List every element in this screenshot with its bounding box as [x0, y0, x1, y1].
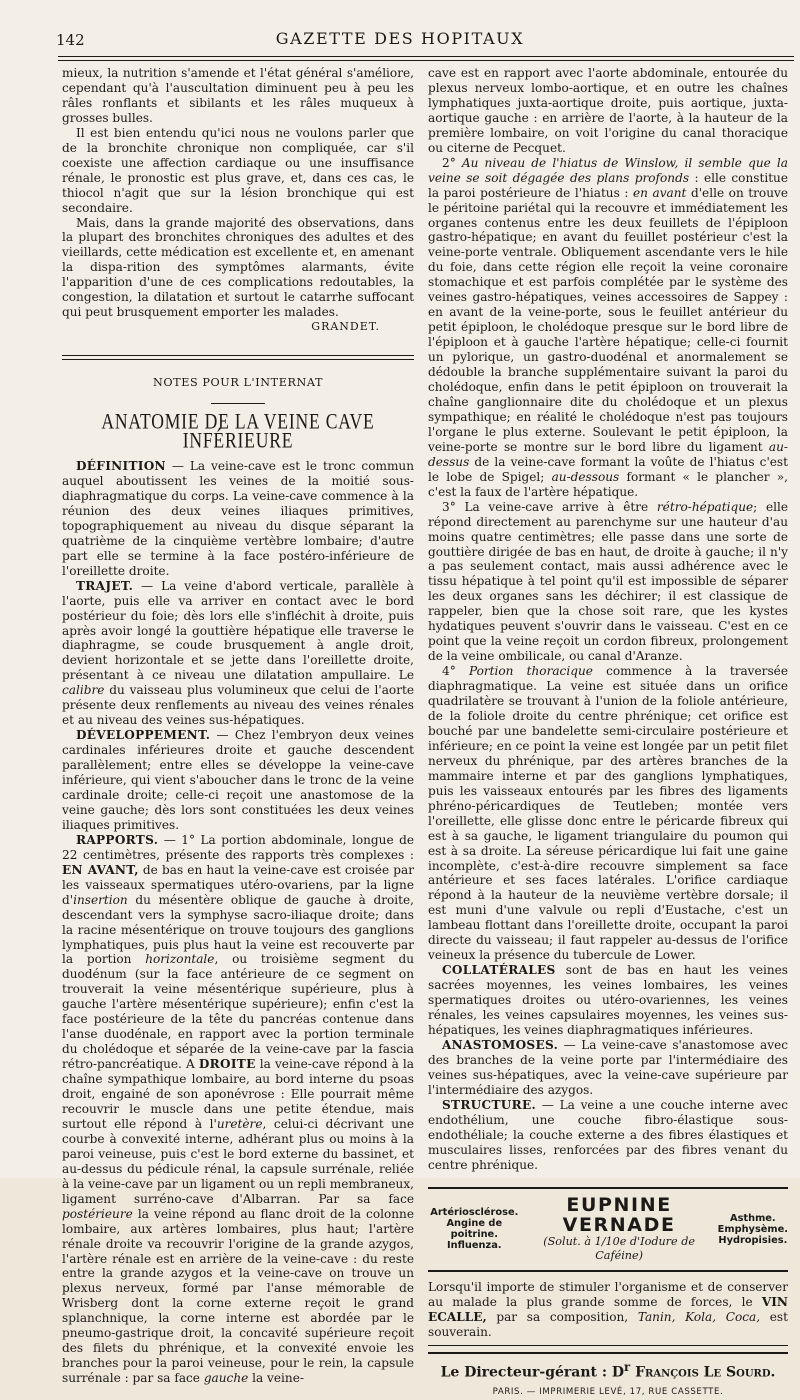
title-rule — [211, 403, 265, 404]
trajet-paragraph: TRAJET. — La veine d'abord verticale, parallèle à l'aorte, puis elle va arriver en contact avec le bord postérieur du foie; dès lors elle s'infléchit à droite, puis après avoir longé la gouttière hépatique elle traverse le diaphragme, se coude brusquement à angle droit, devient horizontale et se jette dans l'oreillette droite, présentant à ce niveau une dilatation ampullaire. Le calibre du vaisseau plus volumineux que celui de l'aorte présente deux renflements au niveau des veines rénales et au niveau des veines sus-hépatiques. — [62, 578, 414, 728]
hiatus-paragraph: 2° Au niveau de l'hiatus de Winslow, il semble que la veine se soit dégagée des plans profonds : elle constitue la paroi postérieure de l'hiatus : en avant d'elle on trouve le péritoine pariétal qui la recouvre et immédiatement les organes contenus entre les deux feuillets de l'épiploon gastro-hépatique; en avant du feuillet postérieur c'est la veine-porte ventrale. Obliquement ascendante vers le hile du foie, dans cette région elle reçoit la veine coronaire stomachique et est parfois complétée par le système des veines gastro-hépatiques, veines accessoires de Sappey : en avant de la veine-porte, sous le feuillet antérieur du petit épiploon, le cholédoque presque sur le bord libre de l'épiploon et à gauche l'artère hépatique; celle-ci fournit un pylorique, un gastro-duodénal et anormalement se dédouble la branche supplémentaire suivant la paroi du cholédoque, enfin dans le petit épiploon on trouverait la chaîne ganglionnaire dite du cholédoque et un plexus sympathique; en réalité le cholédoque n'est pas toujours l'organe le plus externe. Soulevant le petit épiploon, la veine-porte se montre sur le bord libre du ligament au-dessus de la veine-cave formant la voûte de l'hiatus c'est le lobe de Spigel; au-dessous formant « le plancher », c'est la faux de l'artère hépatique. — [428, 155, 788, 499]
ad-brand-block — [521, 1195, 718, 1265]
promo-text: Lorsqu'il importe de stimuler l'organisme et de conserver au malade la plus grande somme de forces, le VIN ECALLE, par sa composition, Tanin, Kola, Coca, est souverain. — [428, 1280, 788, 1340]
structure-label: STRUCTURE. — [442, 1097, 536, 1112]
ad-indications-right: Asthme. Emphysème. Hydropisies. — [717, 1212, 788, 1246]
prev-article-paragraph: mieux, la nutrition s'amende et l'état général s'améliore, cependant qu'à l'auscultation diminuent peu à peu les râles ronflants et sibilants et les râles muqueux à grosses bulles. — [62, 66, 414, 125]
printer-imprint: PARIS. — IMPRIMERIE LEVÉ, 17, RUE CASSETTE. — [492, 1386, 724, 1397]
director-line: Le Directeur-gérant : $D^r$ François Le Sourd. — [440, 1360, 776, 1381]
running-title: GAZETTE DES HOPITAUX — [275, 29, 525, 48]
developpement-paragraph: DÉVELOPPEMENT. — Chez l'embryon deux veines cardinales inférieures droite et gauche descendent parallèlement; entre elles se développe la veine-cave inférieure, qui vient s'aboucher dans le tronc de la veine cardinale droite; celle-ci reçoit une anastomose de la veine gauche; dès lors sont constituées les deux veines iliaques primitives. — [62, 728, 414, 832]
anastomoses-label: ANASTOMOSES. — [442, 1037, 559, 1052]
ad-formula: (Solut. à 1/10e d'Iodure de Caféine) — [543, 1234, 695, 1263]
promo-brand: VIN ECALLE, — [428, 1295, 788, 1325]
ad-brand-name: EUPNINE VERNADE — [562, 1193, 676, 1236]
author-signature: GRANDET. — [311, 320, 380, 334]
right-column — [428, 66, 788, 1400]
page-number: 142 — [56, 31, 85, 49]
developpement-label: DÉVELOPPEMENT. — [76, 728, 211, 743]
prev-article-paragraph: Mais, dans la grande majorité des observations, dans la plupart des bronchites chroniques des adultes et des vieillards, cette médication est excellente et, en amenant la dispa-rition des symptômes alarmants, évite l'apparition d'une de ces complications redoutables, la congestion, la dilatation et surtout le catarrhe suffocant qui peut brusquement emporter les malades. — [62, 215, 414, 320]
portion-abdominale-continued: cave est en rapport avec l'aorte abdominale, entourée du plexus nerveux lombo-aortique, et en outre les chaînes lymphatiques juxta-aortique droite, puis aortique, juxta-aortique gauche : en arrière de l'aorte, à la hauteur de la première lombaire, on voit l'origine du canal thoracique ou citerne de Pecquet. — [428, 66, 788, 155]
prev-article-paragraph: Il est bien entendu qu'ici nous ne voulons parler que de la bronchite chronique non compliquée, car s'il coexiste une affection cardiaque ou une insuffisance rénale, le pronostic est plus grave, et, dans ces cas, le thiocol n'agit que sur la lésion bronchique qui est secondaire. — [62, 125, 414, 215]
collaterales-paragraph: COLLATÉRALES sont de bas en haut les veines sacrées moyennes, les veines lombaires, les veines spermatiques droites ou utéro-ovariennes, les veines rénales, les veines capsulaires moyennes, les veines sus-hépatiques, les veines diaphragmatiques inférieures. — [428, 963, 788, 1037]
advertisement-vin-ecalle — [428, 1280, 788, 1346]
header-rule-thin — [58, 60, 794, 61]
section-divider-thin — [62, 359, 414, 360]
retro-hepatique-paragraph: 3° La veine-cave arrive à être rétro-hépatique; elle répond directement au parenchyme sur une hauteur d'au moins quatre centimètres; elle passe dans une sorte de gouttière dirigée de bas en haut, de droite à gauche; il n'y a pas seulement contact, mais aussi adhérence avec le tissu hépatique à tel point qu'il est impossible de séparer les deux organes sans les déchirer; il est classique de rappeler, bien que la chose soit rare, que les kystes hydatiques peuvent s'ouvrir dans le vaisseau. C'est en ce point que la veine reçoit un cordon fibreux, prolongement de la veine ombilicale, ou canal d'Aranze. — [428, 499, 788, 664]
article-title: ANATOMIE DE LA VEINE CAVE INFÉRIEURE — [101, 408, 375, 453]
trajet-label: TRAJET. — [76, 578, 134, 593]
advertisement-eupnine — [428, 1187, 788, 1273]
definition-paragraph: DÉFINITION — La veine-cave est le tronc commun auquel aboutissent les veines de la moitié sous-diaphragmatique du corps. La veine-cave commence à la réunion des deux veines iliaques primitives, topographiquement au niveau du disque séparant la quatrième de la cinquième vertèbre lombaire; d'autre part elle se termine à la face postéro-inférieure de l'oreillette droite. — [62, 459, 414, 578]
header-rule — [58, 56, 794, 57]
footer-rule — [428, 1352, 788, 1354]
rapports-paragraph: RAPPORTS. — 1° La portion abdominale, longue de 22 centimètres, présente des rapports très complexes : EN AVANT, de bas en haut la veine-cave est croisée par les vaisseaux spermatiques utéro-ovariens, par la ligne d'insertion du mésentère oblique de gauche à droite, descendant vers la symphyse sacro-iliaque droite; dans la racine mésentérique on trouve toujours des ganglions lymphatiques, puis plus haut la veine est recouverte par la portion horizontale, ou troisième segment du duodénum (sur la face antérieure de ce segment on trouverait la veine mésentérique supérieure, plus à gauche l'artère mésentérique supérieure); enfin c'est la face postérieure de la tête du pancréas contenue dans l'anse duodénale, en rapport avec la portion terminale du cholédoque et séparée de la veine-cave par la fascia rétro-pancréatique. A DROITE la veine-cave répond à la chaîne sympathique lombaire, au bord interne du psoas droit, engainé de son aponévrose : Elle pourrait même recouvrir le muscle dans une petite étendue, mais surtout elle répond à l'uretère, celui-ci décrivant une courbe à convexité interne, adhérant plus ou moins à la paroi veineuse, puis c'est le bord externe du bassinet, et au-dessus du pédicule rénal, la capsule surrénale, reliée à la veine-cave par un ligament ou un repli membraneux, ligament surréno-cave d'Albarran. Par sa face postérieure la veine répond au flanc droit de la colonne lombaire, aux artères lombaires, plus haut; l'artère rénale droite va recouvrir l'origine de la grande azygos, l'artère rénale est en arrière de la veine-cave : du reste entre la grande azygos et la veine-cave on trouve un plexus nerveux, formé par l'anse mémorable de Wrisberg dont la corne externe reçoit le grand splanchnique, la corne interne est abordée par le pneumo-gastrique droit, la concavité supérieure reçoit des filets du phrénique, et la convexité envoie les branches pour la paroi veineuse, pour le rein, la capsule surrénale : par sa face gauche la veine- — [62, 832, 414, 1386]
section-divider — [62, 355, 414, 356]
collaterales-label: COLLATÉRALES — [442, 963, 556, 978]
left-column — [62, 66, 414, 1386]
anastomoses-paragraph: ANASTOMOSES. — La veine-cave s'anastomose avec des branches de la veine porte par l'intermédiaire des veines sus-hépatiques, avec la veine-cave supérieure par l'intermédiaire des azygos. — [428, 1037, 788, 1097]
structure-paragraph: STRUCTURE. — La veine a une couche interne avec endothélium, une couche fibro-élastique sous-endothéliale; la couche externe a des fibres élastiques et musculaires lisses, renforcées par des fibres venant du centre phrénique. — [428, 1097, 788, 1172]
definition-label: DÉFINITION — [76, 459, 166, 474]
section-label: NOTES POUR L'INTERNAT — [153, 376, 323, 390]
portion-thoracique-paragraph: 4° Portion thoracique commence à la traversée diaphragmatique. La veine est située dans un orifice quadrilatère se trouvant à l'union de la foliole antérieure, de la foliole droite du centre phrénique; cet orifice est bouché par une bandelette semi-circulaire postérieure et inférieure; en ce point la veine est longée par un petit filet nerveux du phrénique, par des artères branches de la mammaire interne et par des ganglions lymphatiques, puis les vaisseaux entourés par les fibres des ligaments phréno-péricardiques de Teutleben; montée vers l'oreillette, elle glisse donc entre le péricarde fibreux qui est à sa gauche, le ligament triangulaire du poumon qui est à sa droite. La séreuse péricardique lui fait une gaine incomplète, c'est-à-dire recouvre simplement sa face antérieure et ses faces latérales. L'orifice cardiaque répond à la hauteur de la neuvième vertèbre dorsale; il est muni d'une valvule ou repli d'Eustache, c'est un lambeau flottant dans l'oreillette droite, occupant la paroi directe du vaisseau; il faut rappeler au-dessus de l'orifice veineux la présence du tubercule de Lower. — [428, 664, 788, 963]
rapports-label: RAPPORTS. — [76, 832, 159, 847]
ad-indications-left: Artériosclérose. Angine de poitrine. Influenza. — [430, 1207, 519, 1252]
